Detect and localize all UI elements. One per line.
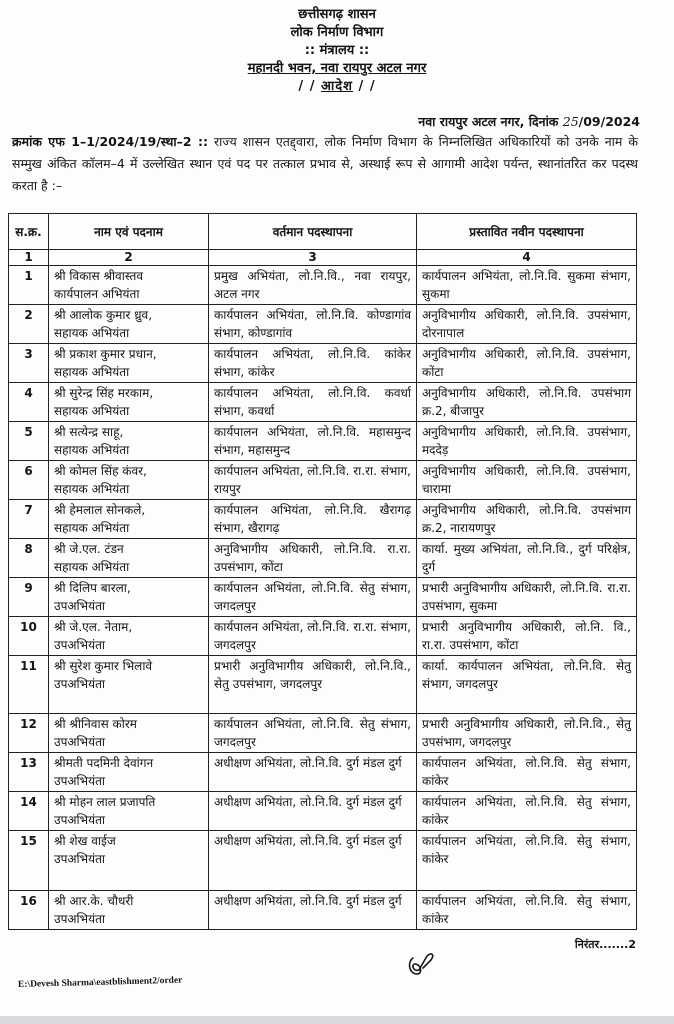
current-posting: अधीक्षण अभियंता, लो.नि.वि. दुर्ग मंडल दुर्ग [209,753,417,792]
table-row [9,714,637,753]
officer-designation: सहायक अभियंता [54,365,130,379]
current-posting: कार्यपालन अभियंता, लो.नि.वि. कवर्धा संभाग, कवर्धा [209,383,417,422]
table-row [9,422,637,461]
current-posting: कार्यपालन अभियंता, लो.नि.वि. कांकेर संभाग, कांकेर [209,344,417,383]
current-posting: कार्यपालन अभियंता, लो.नि.वि. महासमुन्द संभाग, महासमुन्द [209,422,417,461]
table-row [9,383,637,422]
officer-cell [49,792,209,831]
current-posting: कार्यपालन अभियंता, लो.नि.वि. सेतु संभाग, जगदलपुर [209,714,417,753]
officer-name: श्री कोमल सिंह कंवर, [54,464,147,478]
officer-designation: सहायक अभियंता [54,443,130,457]
table-row [9,617,637,656]
header-proposed-posting: प्रस्तावित नवीन पदस्थापना [417,214,637,250]
file-path-footer: E:\Devesh Sharma\eastblishment2/order [17,975,183,990]
serial-number: 15 [9,831,49,891]
department-name: लोक निर्माण विभाग [290,25,384,40]
officer-name: श्री विकास श्रीवास्तव [54,269,144,283]
order-heading-prefix: / / [298,79,321,94]
date-line [418,113,640,130]
officer-designation: कार्यपालन अभियंता [54,287,140,301]
officer-name: श्री शेख वाईज [54,834,116,848]
order-heading-suffix: / / [353,79,376,94]
officer-cell [49,383,209,422]
officer-designation: सहायक अभियंता [54,482,130,496]
current-posting: कार्यपालन अभियंता, लो.नि.वि. खैरागढ़ संभाग, खैरागढ़ [209,500,417,539]
table-row [9,305,637,344]
column-number: 2 [49,250,209,266]
officer-name: श्रीमती पदमिनी देवांगन [54,756,154,770]
officer-designation: उपअभियंता [54,912,106,926]
transfer-table [8,213,637,930]
serial-number: 12 [9,714,49,753]
serial-number: 9 [9,578,49,617]
officer-designation: उपअभियंता [54,638,106,652]
current-posting: अधीक्षण अभियंता, लो.नि.वि. दुर्ग मंडल दुर्ग [209,792,417,831]
date-day-handwritten: 25 [562,114,579,129]
order-heading [0,78,674,96]
proposed-posting: कार्यपालन अभियंता, लो.नि.वि. सेतु संभाग, कांकेर [417,753,637,792]
order-heading-title: आदेश [320,79,354,94]
order-reference-number: क्रमांक एफ 1–1/2024/19/स्था–2 :: [12,134,208,149]
table-row [9,461,637,500]
table-row [9,266,637,305]
officer-name: श्री मोहन लाल प्रजापति [54,795,156,809]
officer-cell [49,461,209,500]
proposed-posting: अनुविभागीय अधिकारी, लो.नि.वि. उपसंभाग, मददेड़ [417,422,637,461]
current-posting: अनुविभागीय अधिकारी, लो.नि.वि. रा.रा. उपसंभाग, कोंटा [209,539,417,578]
officer-cell [49,305,209,344]
officer-name: श्री हेमलाल सोनकले, [54,503,146,517]
ministry-label: :: मंत्रालय :: [304,43,370,58]
table-row [9,753,637,792]
current-posting: अधीक्षण अभियंता, लो.नि.वि. दुर्ग मंडल दुर्ग [209,831,417,891]
officer-cell [49,753,209,792]
serial-number: 14 [9,792,49,831]
serial-number: 2 [9,305,49,344]
officer-cell [49,714,209,753]
table-row [9,891,637,930]
serial-number: 11 [9,656,49,714]
proposed-posting: अनुविभागीय अधिकारी, लो.नि.वि. उपसंभाग क्र.2, नारायणपुर [417,500,637,539]
officer-designation: सहायक अभियंता [54,404,130,418]
officer-cell [49,344,209,383]
officer-cell [49,539,209,578]
office-address: महानदी भवन, नवा रायपुर अटल नगर [247,61,427,76]
table-row [9,792,637,831]
officer-cell [49,500,209,539]
header-serial: स.क्र. [9,214,49,250]
table-row [9,500,637,539]
officer-name: श्री प्रकाश कुमार प्रधान, [54,347,157,361]
serial-number: 16 [9,891,49,930]
serial-number: 4 [9,383,49,422]
date-place: नवा रायपुर अटल नगर, दिनांक [418,114,563,129]
officer-name: श्री श्रीनिवास कोरम [54,717,137,731]
officer-designation: सहायक अभियंता [54,326,130,340]
continued-label: निरंतर.......2 [574,938,636,951]
order-intro-body: राज्य शासन एतद्द्वारा, लोक निर्माण विभाग के निम्नलिखित अधिकारियों को उनके नाम के सम्मुख अंकित कॉलम–4 में उल्लेखित स्थान एवं पद पर तत्काल प्रभाव से, अस्थाई रूप से आगामी आदेश पर्यन्त, स्थानांतरित कर पदस्थ करता है :– [12,134,639,193]
proposed-posting: प्रभारी अनुविभागीय अधिकारी, लो.नि. वि., रा.रा. उपसंभाग, कोंटा [417,617,637,656]
serial-number: 10 [9,617,49,656]
current-posting: अधीक्षण अभियंता, लो.नि.वि. दुर्ग मंडल दुर्ग [209,891,417,930]
serial-number: 8 [9,539,49,578]
officer-designation: उपअभियंता [54,735,106,749]
proposed-posting: प्रभारी अनुविभागीय अधिकारी, लो.नि.वि., सेतु उपसंभाग, जगदलपुर [417,714,637,753]
officer-designation: उपअभियंता [54,599,106,613]
current-posting: कार्यपालन अभियंता, लो.नि.वि. रा.रा. संभाग, जगदलपुर [209,617,417,656]
table-row [9,656,637,714]
officer-designation: सहायक अभियंता [54,521,130,535]
officer-cell [49,656,209,714]
officer-cell [49,831,209,891]
serial-number: 6 [9,461,49,500]
signature-initials [405,948,439,980]
current-posting: कार्यपालन अभियंता, लो.नि.वि. कोण्डागांव संभाग, कोण्डागांव [209,305,417,344]
proposed-posting: कार्या. कार्यपालन अभियंता, लो.नि.वि. सेतु संभाग, जगदलपुर [417,656,637,714]
table-row [9,831,637,891]
officer-designation: उपअभियंता [54,774,106,788]
proposed-posting: अनुविभागीय अधिकारी, लो.नि.वि. उपसंभाग, कोंटा [417,344,637,383]
officer-name: श्री जे.एल. टंडन [54,542,124,556]
proposed-posting: कार्यपालन अभियंता, लो.नि.वि. सेतु संभाग, कांकेर [417,831,637,891]
column-number: 4 [417,250,637,266]
proposed-posting: कार्यपालन अभियंता, लो.नि.वि. सेतु संभाग, कांकेर [417,792,637,831]
column-number: 3 [209,250,417,266]
proposed-posting: कार्या. मुख्य अभियंता, लो.नि.वि., दुर्ग परिक्षेत्र, दुर्ग [417,539,637,578]
current-posting: प्रमुख अभियंता, लो.नि.वि., नवा रायपुर, अटल नगर [209,266,417,305]
serial-number: 3 [9,344,49,383]
proposed-posting: अनुविभागीय अधिकारी, लो.नि.वि. उपसंभाग क्र.2, बीजापुर [417,383,637,422]
officer-designation: उपअभियंता [54,852,106,866]
serial-number: 1 [9,266,49,305]
officer-cell [49,617,209,656]
serial-number: 13 [9,753,49,792]
date-month-year: /09/2024 [578,114,640,129]
proposed-posting: कार्यपालन अभियंता, लो.नि.वि. सेतु संभाग, कांकेर [417,891,637,930]
officer-designation: उपअभियंता [54,677,106,691]
serial-number: 7 [9,500,49,539]
current-posting: कार्यपालन अभियंता, लो.नि.वि. सेतु संभाग, जगदलपुर [209,578,417,617]
header-current-posting: वर्तमान पदस्थापना [209,214,417,250]
serial-number: 5 [9,422,49,461]
table-row [9,344,637,383]
column-number-row [9,250,637,266]
current-posting: कार्यपालन अभियंता, लो.नि.वि. रा.रा. संभाग, रायपुर [209,461,417,500]
current-posting: प्रभारी अनुविभागीय अधिकारी, लो.नि.वि., सेतु उपसंभाग, जगदलपुर [209,656,417,714]
proposed-posting: कार्यपालन अभियंता, लो.नि.वि. सुकमा संभाग, सुकमा [417,266,637,305]
proposed-posting: प्रभारी अनुविभागीय अधिकारी, लो.नि.वि. रा.रा. उपसंभाग, सुकमा [417,578,637,617]
letterhead [0,6,674,96]
bottom-edge [0,1016,674,1024]
officer-designation: सहायक अभियंता [54,560,130,574]
officer-name: श्री दिलिप बारला, [54,581,131,595]
officer-name: श्री सत्येन्द्र साहू, [54,425,124,439]
proposed-posting: अनुविभागीय अधिकारी, लो.नि.वि. उपसंभाग, चारामा [417,461,637,500]
proposed-posting: अनुविभागीय अधिकारी, लो.नि.वि. उपसंभाग, दोरनापाल [417,305,637,344]
officer-cell [49,578,209,617]
officer-name: श्री सुरेश कुमार भिलावे [54,659,153,673]
table-row [9,539,637,578]
order-intro-paragraph [12,131,638,197]
officer-name: श्री आलोक कुमार ध्रुव, [54,308,153,322]
header-name-designation: नाम एवं पदनाम [49,214,209,250]
table-row [9,578,637,617]
officer-name: श्री सुरेन्द्र सिंह मरकाम, [54,386,154,400]
officer-designation: उपअभियंता [54,813,106,827]
officer-name: श्री जे.एल. नेताम, [54,620,133,634]
government-name: छत्तीसगढ़ शासन [298,7,376,22]
officer-cell [49,266,209,305]
officer-cell [49,422,209,461]
officer-name: श्री आर.के. चौधरी [54,894,134,908]
officer-cell [49,891,209,930]
table-header-row [9,214,637,250]
column-number: 1 [9,250,49,266]
